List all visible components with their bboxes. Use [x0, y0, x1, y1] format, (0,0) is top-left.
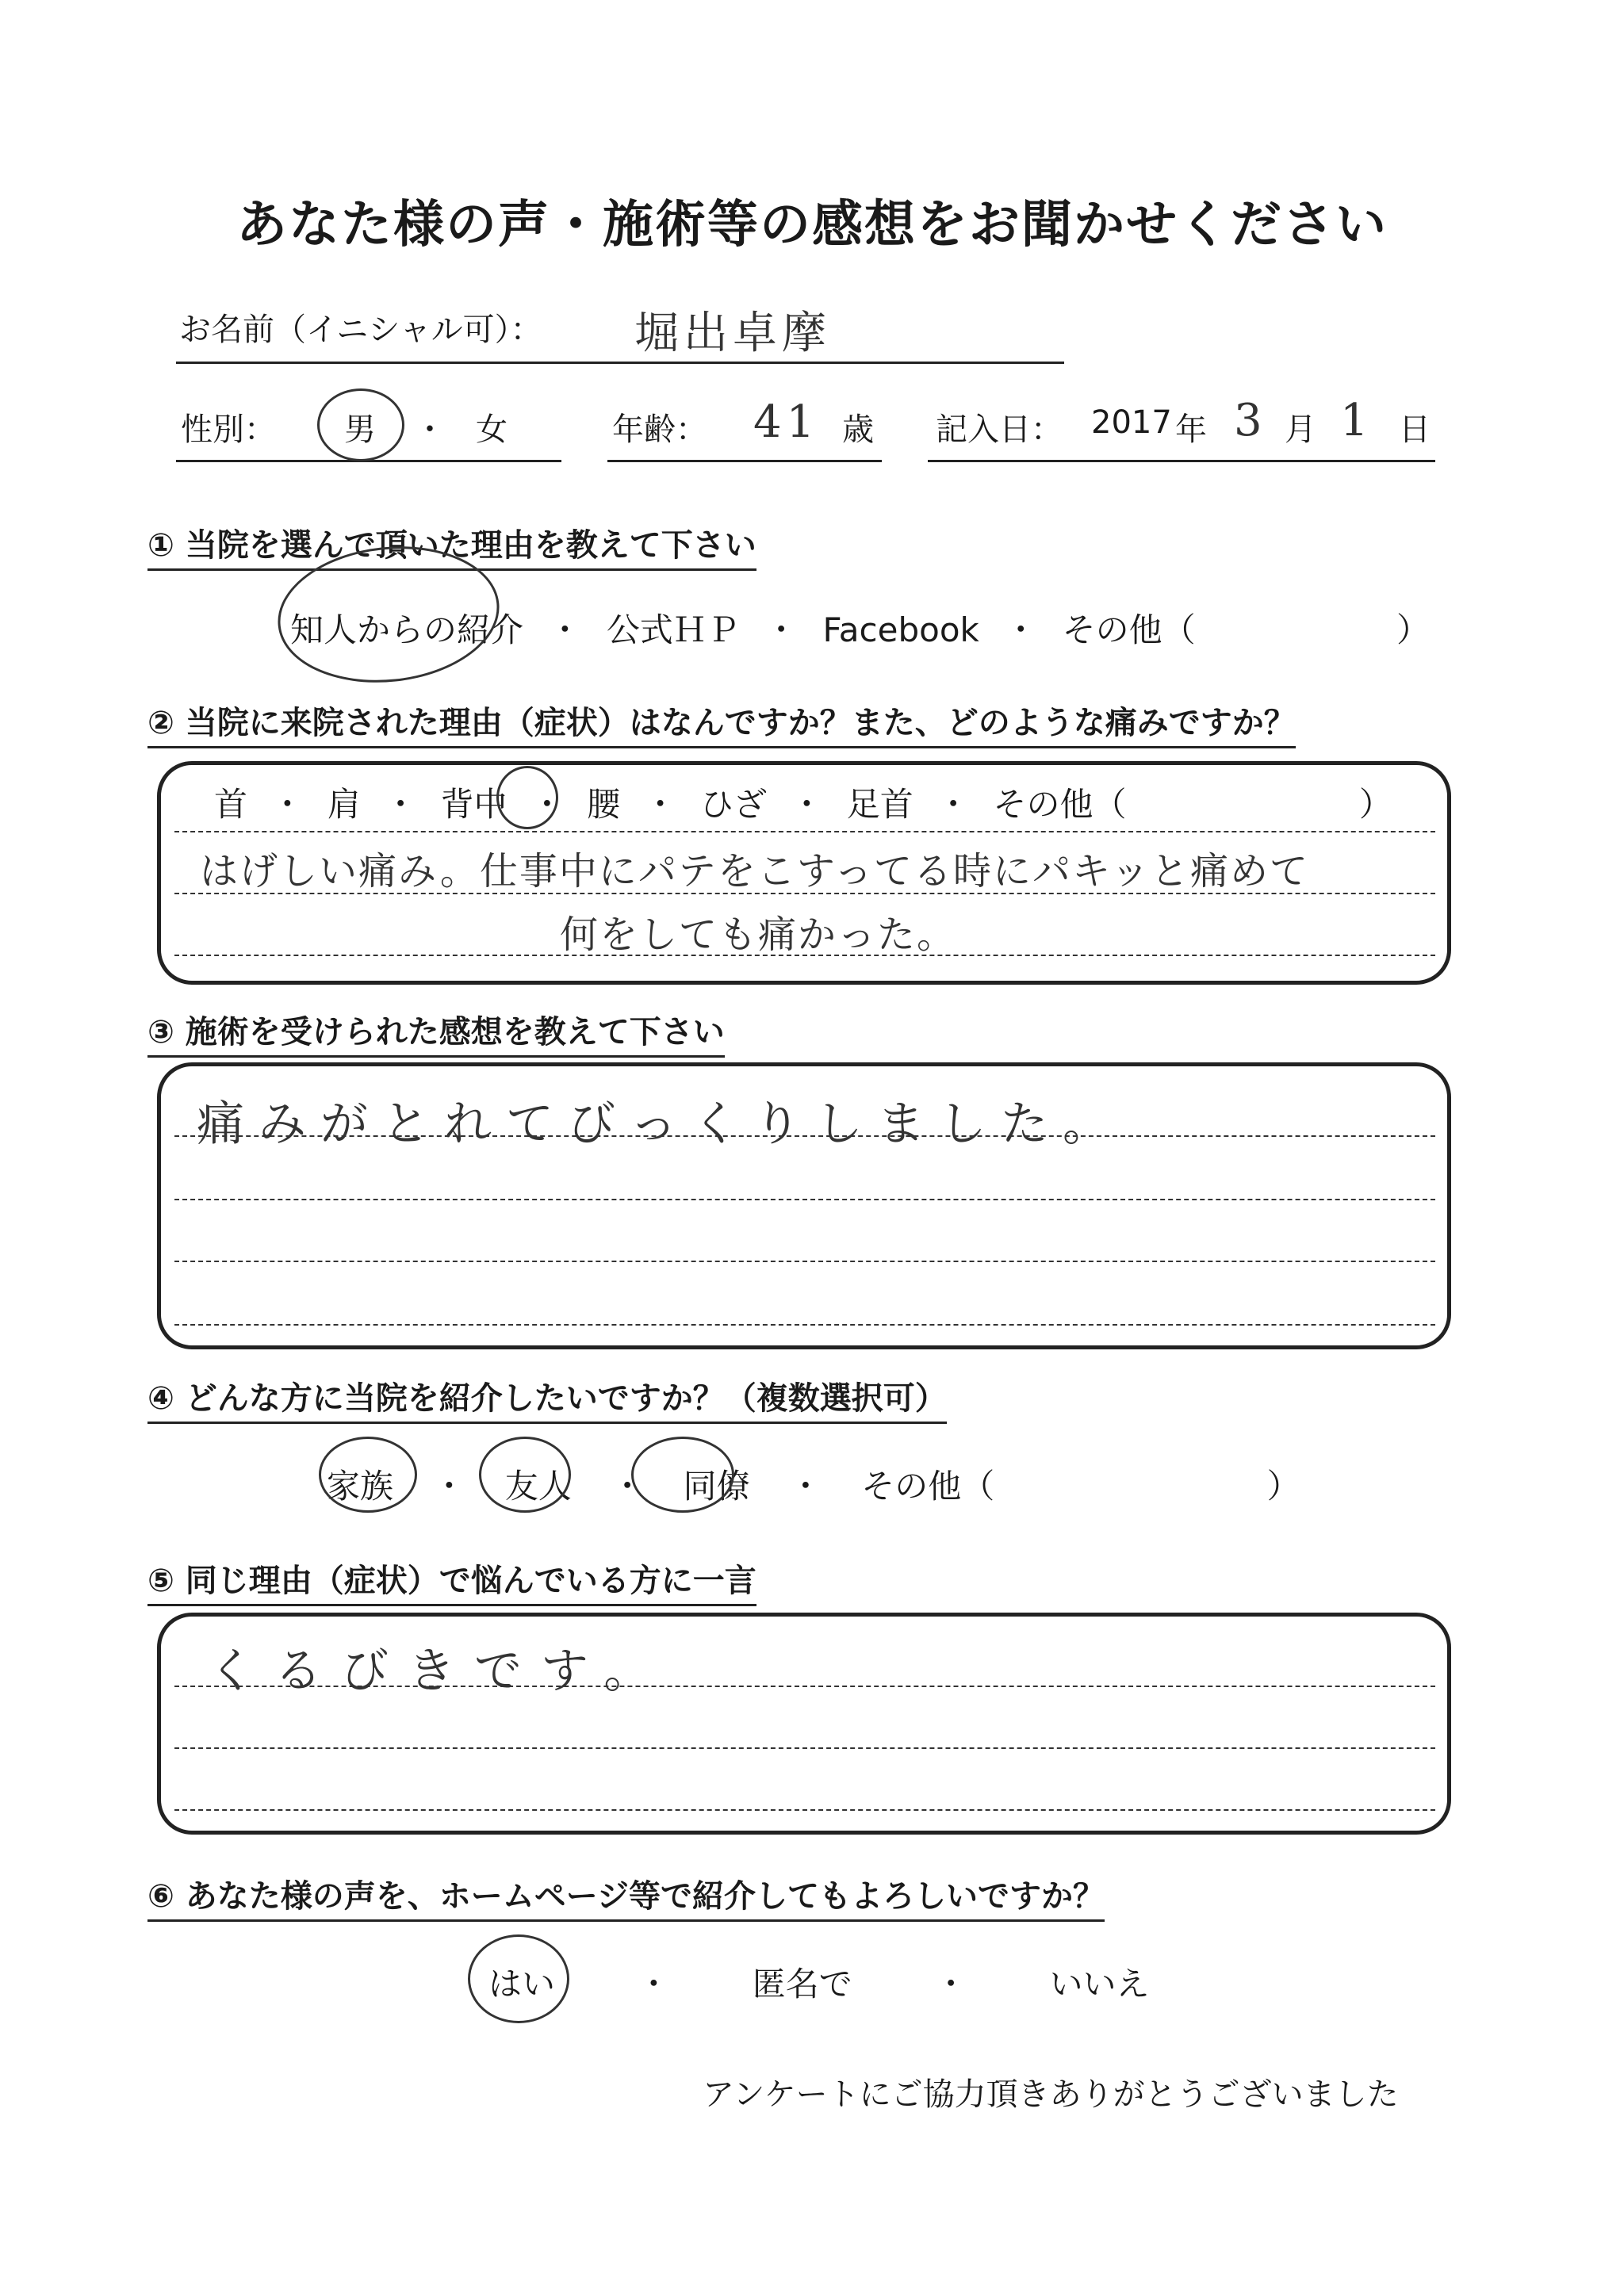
q2-sep: ・ [936, 785, 971, 824]
q4-title: ④ どんな方に当院を紹介したいですか？（複数選択可） [147, 1373, 947, 1424]
date-label: 記入日： [936, 411, 1063, 448]
age-value[interactable]: 41 [753, 396, 820, 448]
q2-option-knee[interactable]: ひざ [700, 785, 768, 824]
q2-sep: ・ [790, 785, 824, 824]
q3-rule [174, 1261, 1435, 1262]
date-month[interactable]: 3 [1234, 395, 1267, 446]
q3-rule [174, 1199, 1435, 1200]
q5-rule [174, 1809, 1435, 1811]
q4-sep: ・ [432, 1467, 466, 1506]
q2-other-close: ） [1358, 785, 1392, 824]
name-value[interactable]: 堀出卓摩 [634, 308, 831, 359]
q2-option-back[interactable]: 背中 [440, 785, 508, 824]
q2-selection-circle [496, 766, 558, 829]
name-label: お名前（イニシャル可）： [179, 312, 542, 348]
q1-sep: ・ [548, 610, 582, 649]
q6-option-yes[interactable]: はい [488, 1965, 556, 2003]
q1-sep: ・ [764, 610, 799, 649]
gender-separator: ・ [414, 411, 446, 448]
gender-label: 性別： [181, 411, 276, 448]
q2-sep: ・ [384, 785, 418, 824]
q1-other-close: ） [1396, 610, 1430, 649]
age-unit: 歳 [842, 411, 874, 448]
q3-rule [174, 1324, 1435, 1326]
q2-option-lower-back[interactable]: 腰 [587, 785, 621, 824]
q4-friend-circle [479, 1437, 571, 1513]
q6-selection-circle [468, 1934, 569, 2023]
gender-female[interactable]: 女 [476, 411, 508, 448]
page-title: あなた様の声・施術等の感想をお聞かせください [236, 196, 1388, 254]
q5-answer[interactable]: くるびきです。 [208, 1644, 671, 1699]
date-day[interactable]: 1 [1340, 395, 1373, 446]
q2-rule [174, 831, 1435, 832]
q1-option-other[interactable]: その他（ [1062, 610, 1196, 649]
q1-option-acquaintance[interactable]: 知人からの紹介 [290, 610, 524, 649]
q1-sep: ・ [1004, 610, 1038, 649]
q4-option-other[interactable]: その他（ [861, 1467, 995, 1506]
q6-option-anonymous[interactable]: 匿名で [752, 1965, 852, 2003]
q3-title: ③ 施術を受けられた感想を教えて下さい [147, 1007, 725, 1058]
q6-sep: ・ [637, 1965, 671, 2003]
q2-option-neck[interactable]: 首 [214, 785, 248, 824]
q4-option-friend[interactable]: 友人 [504, 1467, 572, 1506]
q2-answer-line2[interactable]: 何をしても痛かった。 [560, 913, 957, 957]
q3-answer[interactable]: 痛みがとれてびっくりしました。 [197, 1096, 1124, 1152]
q2-sep: ・ [530, 785, 564, 824]
q2-option-shoulder[interactable]: 肩 [327, 785, 361, 824]
q4-family-circle [319, 1437, 417, 1513]
q4-option-family[interactable]: 家族 [327, 1467, 394, 1506]
q2-title: ② 当院に来院された理由（症状）はなんですか？また、どのような痛みですか？ [147, 698, 1296, 748]
q4-other-close: ） [1266, 1467, 1300, 1506]
q2-sep: ・ [270, 785, 304, 824]
q2-sep: ・ [643, 785, 677, 824]
gender-male[interactable]: 男 [344, 411, 376, 448]
q6-options [488, 1958, 1150, 2006]
q5-title: ⑤ 同じ理由（症状）で悩んでいる方に一言 [147, 1556, 756, 1606]
closing-message: アンケートにご協力頂きありがとうございました [703, 2076, 1399, 2113]
q2-option-ankle[interactable]: 足首 [846, 785, 914, 824]
q6-title: ⑥ あなた様の声を、ホームページ等で紹介してもよろしいですか？ [147, 1871, 1105, 1922]
date-day-unit: 日 [1399, 411, 1431, 448]
q4-option-coworker[interactable]: 同僚 [683, 1467, 750, 1506]
q1-title: ① 当院を選んで頂いた理由を教えて下さい [147, 520, 756, 571]
q2-option-other[interactable]: その他（ [993, 785, 1127, 824]
date-year-unit: 年 [1175, 411, 1207, 448]
q4-sep: ・ [788, 1467, 822, 1506]
q5-rule [174, 1747, 1435, 1749]
q4-coworker-circle [631, 1437, 734, 1513]
q2-answer-line1[interactable]: はげしい痛み。仕事中にパテをこすってる時にパキッと痛めて [200, 849, 1310, 894]
gender-male-circle [317, 388, 404, 461]
q6-option-no[interactable]: いいえ [1049, 1965, 1150, 2003]
date-month-unit: 月 [1285, 411, 1316, 448]
date-year: 2017 [1091, 404, 1172, 441]
q4-sep: ・ [611, 1467, 645, 1506]
q1-option-website[interactable]: 公式ＨＰ [606, 610, 740, 649]
q4-options [327, 1460, 1300, 1508]
age-label: 年齢： [612, 411, 707, 448]
q1-option-facebook[interactable]: Facebook [822, 610, 979, 649]
q2-options [214, 779, 1392, 826]
q6-sep: ・ [934, 1965, 968, 2003]
